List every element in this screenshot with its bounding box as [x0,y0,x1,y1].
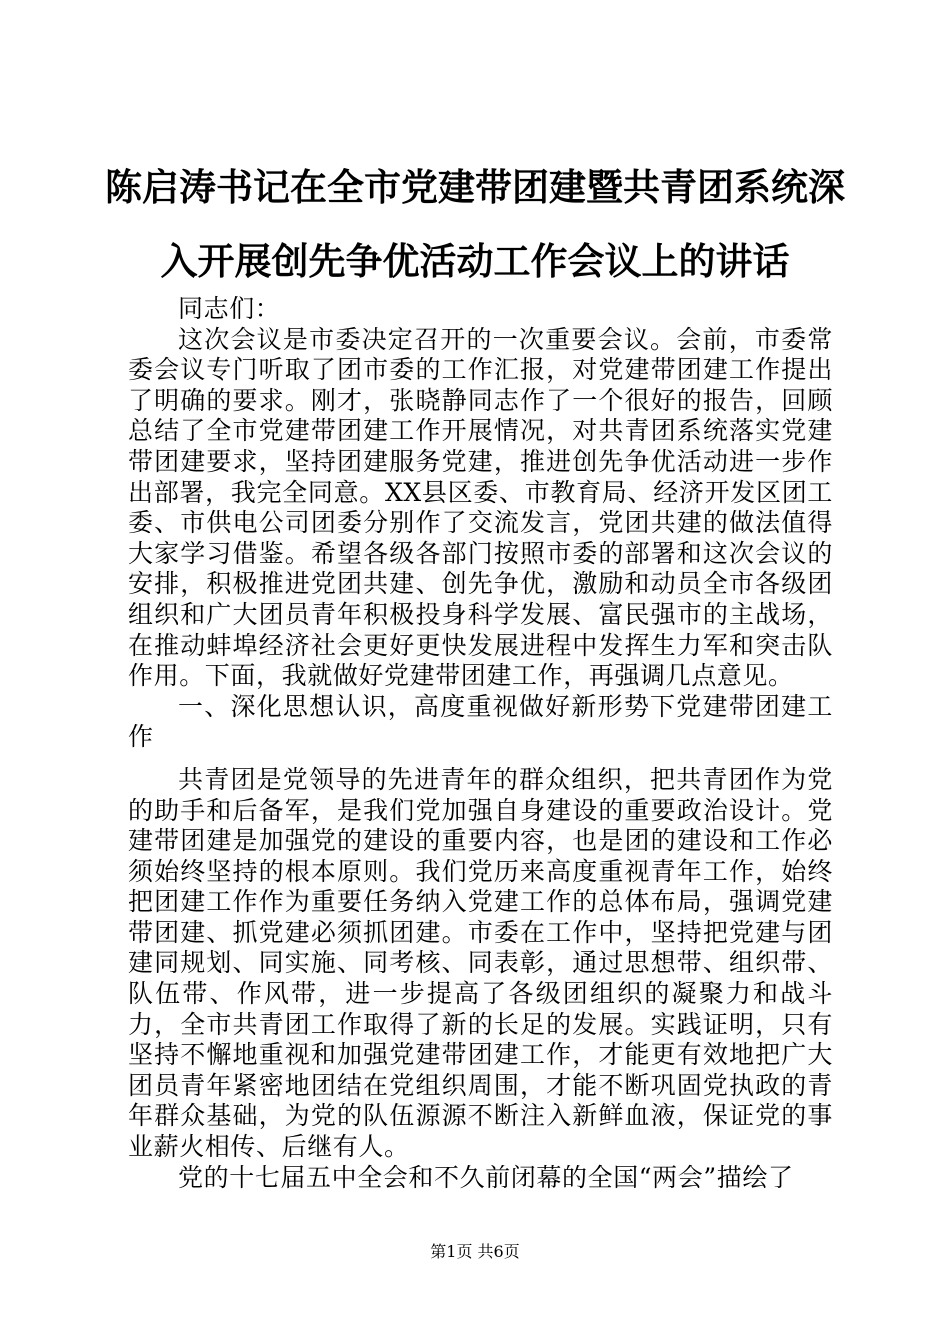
page-number: 第1页 共6页 [430,1242,520,1261]
paragraph-1: 这次会议是市委决定召开的一次重要会议。会前，市委常委会议专门听取了团市委的工作汇报，对党建带团建工作提出了明确的要求。刚才，张晓静同志作了一个很好的报告，回顾总结了全市党建带团建工作开展情况，对共青团系统落实党建带团建要求，坚持团建服务党建，推进创先争优活动进一步作出部署，我完全同意。XX县区委、市教育局、经济开发区团工委、市供电公司团委分别作了交流发言，党团共建的做法值得大家学习借鉴。希望各级各部门按照市委的部署和这次会议的安排，积极推进党团共建、创先争优，激励和动员全市各级团组织和广大团员青年积极投身科学发展、富民强市的主战场，在推动蚌埠经济社会更好更快发展进程中发挥生力军和突击队作用。下面，我就做好党建带团建工作，再强调几点意见。 [128,324,833,691]
document-body [128,294,833,1193]
salutation: 同志们： [178,294,281,323]
section-heading-1: 一、深化思想认识，高度重视做好新形势下党建带团建工作 [128,691,833,752]
page-footer [0,1242,950,1262]
title-line-2: 入开展创先争优活动工作会议上的讲话 [160,239,790,283]
title-line-1: 陈启涛书记在全市党建带团建暨共青团系统深 [105,165,845,209]
document-title [100,150,850,298]
paragraph-2: 共青团是党领导的先进青年的群众组织，把共青团作为党的助手和后备军，是我们党加强自身建设的重要政治设计。党建带团建是加强党的建设的重要内容，也是团的建设和工作必须始终坚持的根本原则。我们党历来高度重视青年工作，始终把团建工作作为重要任务纳入党建工作的总体布局，强调党建带团建、抓党建必须抓团建。市委在工作中，坚持把党建与团建同规划、同实施、同考核、同表彰，通过思想带、组织带、队伍带、作风带，进一步提高了各级团组织的凝聚力和战斗力，全市共青团工作取得了新的长足的发展。实践证明，只有坚持不懈地重视和加强党建带团建工作，才能更有效地把广大团员青年紧密地团结在党组织周围，才能不断巩固党执政的青年群众基础，为党的队伍源源不断注入新鲜血液，保证党的事业薪火相传、后继有人。 [128,764,833,1162]
paragraph-3: 党的十七届五中全会和不久前闭幕的全国“两会”描绘了 [178,1162,794,1192]
